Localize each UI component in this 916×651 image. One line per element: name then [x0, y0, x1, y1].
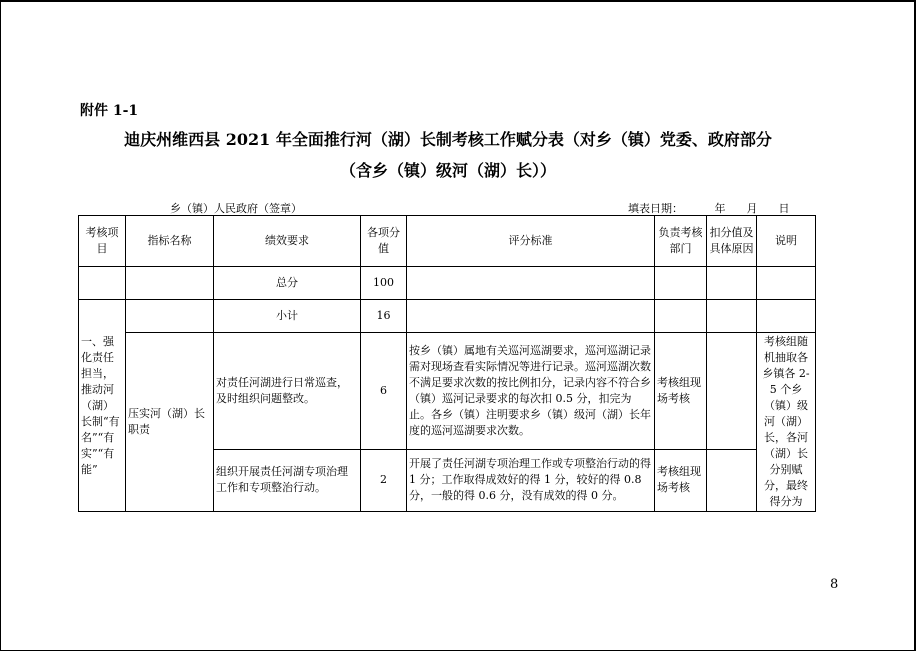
header-cell: 绩效要求	[214, 216, 361, 267]
score-table	[78, 215, 816, 512]
indicator-cell: 压实河（湖）长职责	[126, 333, 214, 512]
criteria-cell: 开展了责任河湖专项治理工作或专项整治行动的得 1 分；工作取得成效好的得 1 分，较好的得 0.8 分，一般的得 0.6 分，没有成效的得 0 分。	[407, 449, 655, 511]
header-cell: 扣分值及具体原因	[707, 216, 757, 267]
page-border-left	[0, 0, 1, 651]
page-border-top	[0, 0, 916, 2]
score-cell: 6	[361, 333, 407, 450]
empty-cell	[757, 267, 816, 300]
requirement-cell: 对责任河湖进行日常巡查，及时组织问题整改。	[214, 333, 361, 450]
empty-cell	[707, 267, 757, 300]
date-month: 月	[746, 202, 758, 215]
empty-cell	[407, 300, 655, 333]
empty-cell	[655, 267, 707, 300]
dept-cell: 考核组现场考核	[655, 449, 707, 511]
note-cell: 考核组随机抽取各乡镇各 2-5 个乡（镇）级河（湖）长，各河（湖）长分别赋分，最终得分为	[757, 333, 816, 512]
criteria-cell: 按乡（镇）属地有关巡河巡湖要求，巡河巡湖记录需对现场查看实际情况等进行记录。巡河巡湖次数不满足要求次数的按比例扣分，记录内容不符合乡（镇）巡河记录要求的每次扣 0.5 分，扣完为止。各乡（镇）注明要求乡（镇）级河（湖）长年度的巡河巡湖要求次数。	[407, 333, 655, 450]
sign-label: 乡（镇）人民政府（签章）	[170, 202, 302, 215]
date-year: 年	[714, 202, 726, 215]
deduction-cell	[707, 333, 757, 450]
deduction-cell	[707, 449, 757, 511]
dept-cell: 考核组现场考核	[655, 333, 707, 450]
subtotal-label: 小计	[214, 300, 361, 333]
empty-cell	[407, 267, 655, 300]
total-row	[79, 267, 816, 300]
sign-area	[86, 200, 302, 216]
empty-cell	[757, 300, 816, 333]
total-value: 100	[361, 267, 407, 300]
score-cell: 2	[361, 449, 407, 511]
document-title: 迪庆州维西县 2021 年全面推行河（湖）长制考核工作赋分表（对乡（镇）党委、政府部分	[124, 130, 772, 149]
date-label: 填表日期：	[628, 202, 683, 215]
empty-cell	[126, 300, 214, 333]
table-row	[79, 333, 816, 450]
date-day: 日	[778, 202, 790, 215]
document-subtitle: （含乡（镇）级河（湖）长））	[339, 161, 556, 180]
page-number: 8	[830, 577, 839, 592]
subtotal-row	[79, 300, 816, 333]
subtotal-value: 16	[361, 300, 407, 333]
header-cell: 负责考核部门	[655, 216, 707, 267]
empty-cell	[707, 300, 757, 333]
requirement-cell: 组织开展责任河湖专项治理工作和专项整治行动。	[214, 449, 361, 511]
empty-cell	[655, 300, 707, 333]
attachment-label: 附件 1-1	[80, 103, 139, 119]
header-cell: 各项分值	[361, 216, 407, 267]
header-cell: 考核项目	[79, 216, 126, 267]
header-cell: 指标名称	[126, 216, 214, 267]
header-cell: 评分标准	[407, 216, 655, 267]
empty-cell	[79, 267, 126, 300]
header-cell: 说明	[757, 216, 816, 267]
date-area	[628, 200, 789, 216]
table-header-row	[79, 216, 816, 267]
total-label: 总分	[214, 267, 361, 300]
empty-cell	[126, 267, 214, 300]
category-cell: 一、强化责任担当，推动河（湖）长制“有名”“有实”“有能”	[79, 300, 126, 512]
